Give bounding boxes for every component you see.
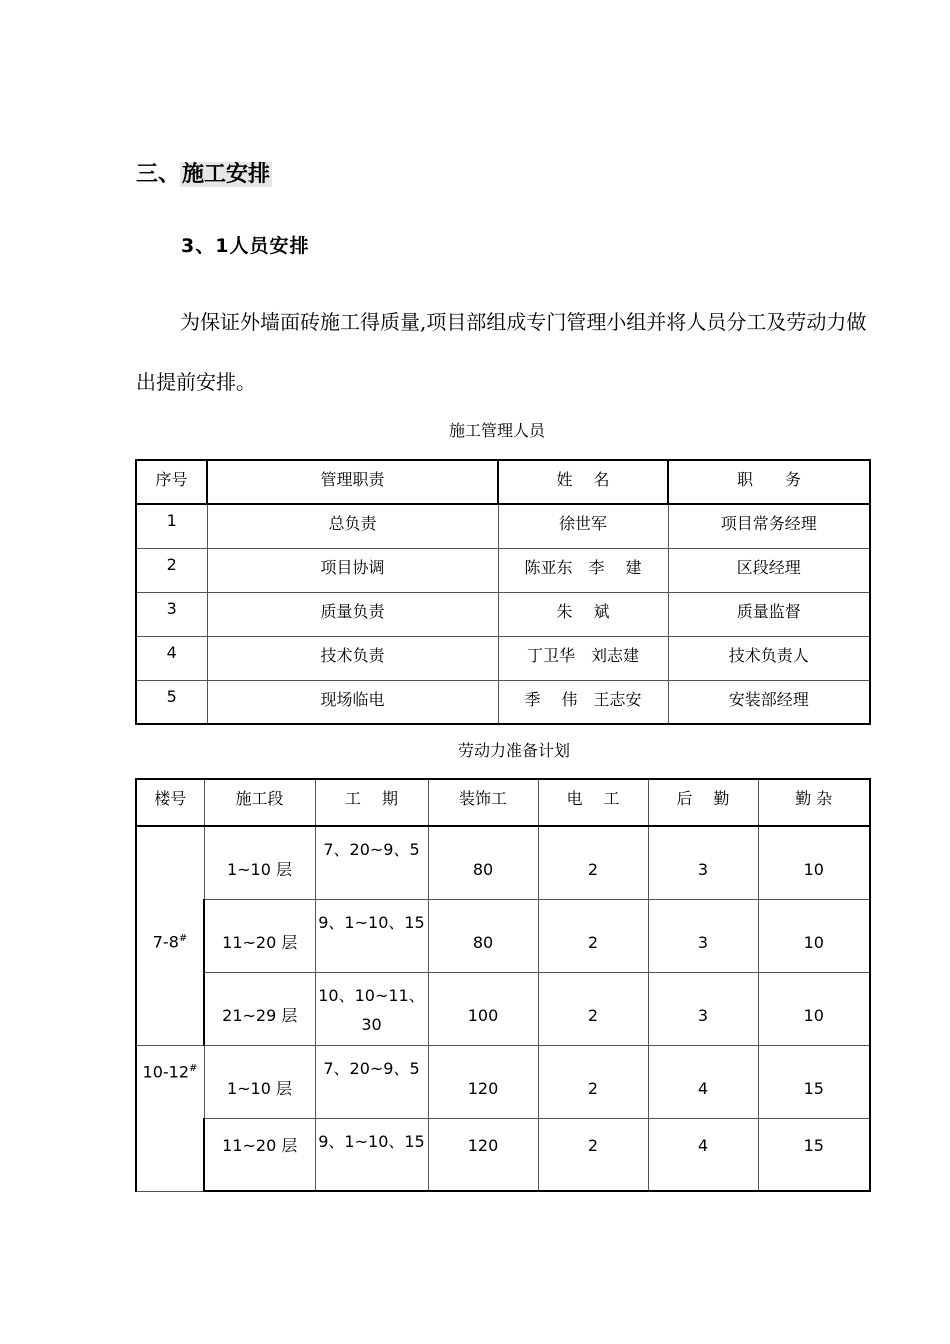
cell-index: 2 <box>136 548 207 592</box>
table-row <box>136 504 870 548</box>
table-row <box>136 972 870 1045</box>
labor-plan-table <box>135 778 871 1192</box>
table-row <box>136 592 870 636</box>
intro-paragraph <box>136 292 876 412</box>
header-cell: 电 工 <box>538 779 648 826</box>
header-cell: 装饰工 <box>428 779 538 826</box>
table2-header-row <box>136 779 870 826</box>
building-number: 10-12 <box>142 1061 190 1081</box>
cell-logistics: 4 <box>648 1118 758 1191</box>
cell-general: 10 <box>758 899 870 972</box>
cell-duty: 项目协调 <box>207 548 498 592</box>
cell-decorators: 80 <box>428 826 538 899</box>
cell-name: 徐世军 <box>498 504 668 548</box>
cell-position: 质量监督 <box>668 592 870 636</box>
cell-general: 10 <box>758 826 870 899</box>
cell-logistics: 3 <box>648 972 758 1045</box>
building-mark: # <box>189 1062 198 1074</box>
cell-electricians: 2 <box>538 826 648 899</box>
cell-general: 10 <box>758 972 870 1045</box>
cell-floors: 11~20 层 <box>204 899 315 972</box>
header-cell: 工 期 <box>315 779 428 826</box>
cell-position: 区段经理 <box>668 548 870 592</box>
table1-caption: 施工管理人员 <box>448 421 545 440</box>
table-row <box>136 680 870 724</box>
cell-index: 4 <box>136 636 207 680</box>
cell-duty: 质量负责 <box>207 592 498 636</box>
cell-name: 朱 斌 <box>498 592 668 636</box>
cell-index: 1 <box>136 504 207 548</box>
cell-logistics: 4 <box>648 1045 758 1118</box>
header-cell: 后 勤 <box>648 779 758 826</box>
table2-caption: 劳动力准备计划 <box>457 741 570 760</box>
cell-electricians: 2 <box>538 1118 648 1191</box>
header-cell: 楼号 <box>136 779 204 826</box>
cell-name: 丁卫华 刘志建 <box>498 636 668 680</box>
cell-name: 陈亚东 李 建 <box>498 548 668 592</box>
section-number: 三、 <box>136 162 181 187</box>
building-number: 7-8 <box>152 931 179 951</box>
cell-floors: 11~20 层 <box>204 1118 315 1191</box>
cell-index: 3 <box>136 592 207 636</box>
table-row <box>136 826 870 899</box>
cell-decorators: 120 <box>428 1118 538 1191</box>
cell-name: 季 伟 王志安 <box>498 680 668 724</box>
cell-period: 10、10~11、30 <box>315 972 428 1045</box>
header-cell: 序号 <box>136 460 207 504</box>
cell-decorators: 100 <box>428 972 538 1045</box>
cell-duty: 现场临电 <box>207 680 498 724</box>
cell-period: 9、1~10、15 <box>315 1118 428 1191</box>
cell-position: 安装部经理 <box>668 680 870 724</box>
cell-electricians: 2 <box>538 1045 648 1118</box>
header-cell: 施工段 <box>204 779 315 826</box>
cell-duty: 总负责 <box>207 504 498 548</box>
cell-logistics: 3 <box>648 826 758 899</box>
cell-period: 7、20~9、5 <box>315 1045 428 1118</box>
intro-text: 为保证外墙面砖施工得质量,项目部组成专门管理小组并将人员分工及劳动力做出提前安排。 <box>136 310 867 394</box>
cell-duty: 技术负责 <box>207 636 498 680</box>
cell-floors: 1~10 层 <box>204 826 315 899</box>
table-row <box>136 1045 870 1118</box>
building-cell <box>136 826 204 1045</box>
building-cell <box>136 1045 204 1191</box>
subsection-heading: 3、1人员安排 <box>181 235 310 257</box>
cell-floors: 1~10 层 <box>204 1045 315 1118</box>
table1-header-row <box>136 460 870 504</box>
table-row <box>136 548 870 592</box>
header-cell: 勤 杂 <box>758 779 870 826</box>
management-staff-table <box>135 459 871 725</box>
header-cell: 管理职责 <box>207 460 498 504</box>
cell-electricians: 2 <box>538 899 648 972</box>
section-title: 施工安排 <box>182 162 271 187</box>
table-row <box>136 636 870 680</box>
cell-period: 7、20~9、5 <box>315 826 428 899</box>
building-mark: # <box>178 932 188 944</box>
table-row <box>136 899 870 972</box>
cell-general: 15 <box>758 1045 870 1118</box>
cell-general: 15 <box>758 1118 870 1191</box>
section-heading <box>136 157 272 188</box>
cell-period: 9、1~10、15 <box>315 899 428 972</box>
cell-decorators: 80 <box>428 899 538 972</box>
header-cell: 姓 名 <box>498 460 668 504</box>
cell-electricians: 2 <box>538 972 648 1045</box>
cell-position: 项目常务经理 <box>668 504 870 548</box>
header-cell: 职 务 <box>668 460 870 504</box>
cell-index: 5 <box>136 680 207 724</box>
cell-position: 技术负责人 <box>668 636 870 680</box>
cell-floors: 21~29 层 <box>204 972 315 1045</box>
cell-logistics: 3 <box>648 899 758 972</box>
table-row <box>136 1118 870 1191</box>
cell-decorators: 120 <box>428 1045 538 1118</box>
